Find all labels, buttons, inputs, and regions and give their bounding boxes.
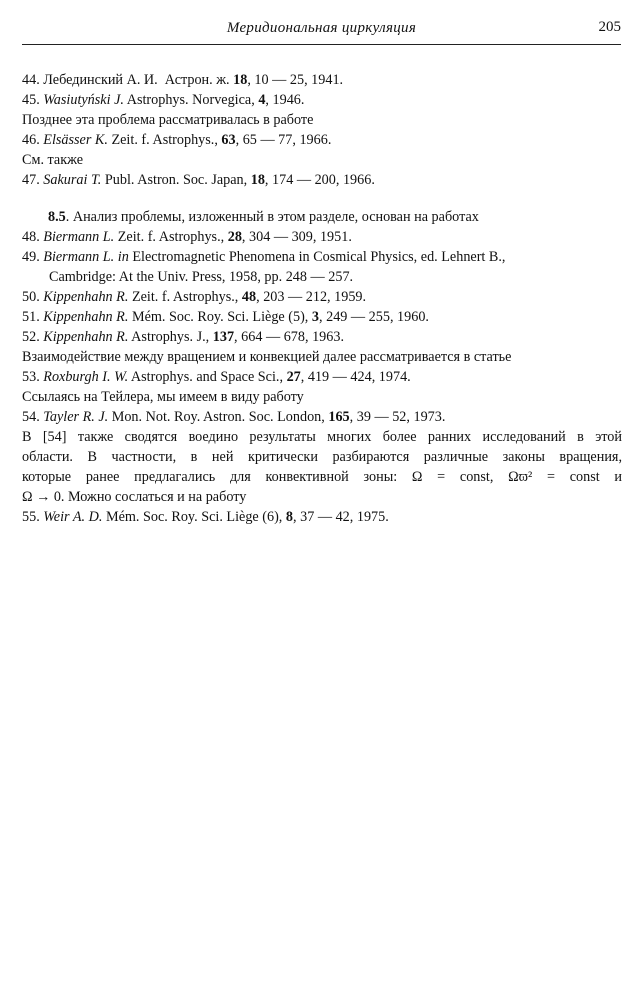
page-number: 205	[598, 19, 621, 35]
ref-number: 47.	[22, 172, 40, 188]
ref-volume: 3	[311, 309, 319, 325]
running-header	[22, 18, 621, 45]
ref-author: Kippenhahn R.	[43, 329, 129, 345]
reference-47	[22, 170, 622, 190]
references-list	[22, 70, 622, 527]
ref-journal: Mém. Soc. Roy. Sci. Liège (6),	[105, 509, 283, 525]
section-number: 8.5	[48, 209, 66, 225]
ref-volume: 137	[212, 329, 235, 345]
reference-49	[22, 247, 622, 267]
ref-journal: Mon. Not. Roy. Astron. Soc. London,	[111, 409, 325, 425]
ref-author: Weir A. D.	[43, 509, 103, 525]
ref-volume: 165	[328, 409, 350, 425]
reference-50	[22, 287, 622, 307]
section-text: . Анализ проблемы, изложенный в этом разделе, основан на работах	[65, 209, 479, 225]
ref-volume: 4	[258, 92, 266, 108]
ref-pages: , 37 — 42, 1975.	[293, 509, 389, 525]
ref-number: 54.	[22, 409, 40, 425]
ref-number: 46.	[22, 132, 40, 148]
paragraph-line: области. В частности, в ней критически разбираются различные законы вращения,	[22, 449, 622, 465]
ref-volume: 18	[250, 172, 265, 188]
ref-author: Elsässer K.	[43, 132, 108, 148]
ref-number: 53.	[22, 369, 40, 385]
ref-pages: , 39 — 52, 1973.	[349, 409, 446, 425]
ref-number: 52.	[22, 329, 40, 345]
ref-journal: Astrophys. J.,	[131, 329, 210, 345]
section-heading	[22, 207, 622, 227]
reference-46	[22, 130, 622, 150]
reference-49-continued: Cambridge: At the Univ. Press, 1958, pp. 248 — 257.	[49, 269, 354, 285]
chapter-title: Меридиональная циркуляция	[226, 20, 417, 36]
ref-pages: , 1946.	[265, 92, 305, 108]
ref-pages: , 664 — 678, 1963.	[234, 329, 344, 345]
section-spacer	[22, 190, 622, 207]
ref-volume: 18	[233, 72, 248, 88]
ref-journal: Астрон. ж.	[164, 72, 230, 88]
ref-pages: , 10 — 25, 1941.	[247, 72, 344, 88]
ref-number: 50.	[22, 289, 40, 305]
ref-journal: Zeit. f. Astrophys.,	[111, 132, 218, 148]
ref-author: Biermann L.	[43, 229, 115, 245]
ref-number: 48.	[22, 229, 40, 245]
note-text: Ссылаясь на Тейлера, мы имеем в виду работу	[22, 389, 304, 405]
ref-journal: Publ. Astron. Soc. Japan,	[104, 172, 248, 188]
ref-author: Wasiutyński J.	[43, 92, 124, 108]
ref-journal: Mém. Soc. Roy. Sci. Liège (5),	[131, 309, 309, 325]
ref-volume: 48	[241, 289, 257, 305]
ref-pages: , 249 — 255, 1960.	[319, 309, 429, 325]
paragraph-line: Ω → 0. Можно сослаться и на работу	[22, 489, 247, 505]
ref-author: Kippenhahn R.	[43, 289, 129, 305]
ref-author: Sakurai T.	[43, 172, 102, 188]
ref-number: 49.	[22, 249, 40, 265]
reference-51	[22, 307, 622, 327]
reference-54	[22, 407, 622, 427]
ref-pages: , 65 — 77, 1966.	[235, 132, 332, 148]
ref-volume: 27	[286, 369, 301, 385]
ref-author: Лебединский А. И.	[43, 72, 158, 88]
note-text: Взаимодействие между вращением и конвекцией далее рассматривается в статье	[22, 349, 512, 365]
ref-journal: Astrophys. Norvegica,	[126, 92, 255, 108]
note-text: Позднее эта проблема рассматривалась в работе	[22, 112, 314, 128]
reference-52	[22, 327, 622, 347]
reference-44	[22, 70, 622, 90]
ref-journal: Zeit. f. Astrophys.,	[117, 229, 225, 245]
ref-title: Electromagnetic Phenomena in Cosmical Physics, ed. Lehnert B.,	[132, 249, 506, 265]
ref-author: Biermann L. in	[43, 249, 129, 265]
ref-pages: , 203 — 212, 1959.	[256, 289, 367, 305]
ref-number: 45.	[22, 92, 40, 108]
ref-number: 44.	[22, 72, 40, 88]
ref-pages: , 304 — 309, 1951.	[241, 229, 352, 245]
ref-author: Tayler R. J.	[43, 409, 109, 425]
reference-45	[22, 90, 622, 110]
ref-author: Kippenhahn R.	[43, 309, 129, 325]
ref-volume: 28	[227, 229, 242, 245]
reference-53	[22, 367, 622, 387]
paragraph-line: которые ранее предлагались для конвективной зоны: Ω = const, Ωϖ² = const и	[22, 469, 622, 485]
ref-pages: , 419 — 424, 1974.	[300, 369, 411, 385]
ref-journal: Astrophys. and Space Sci.,	[130, 369, 284, 385]
ref-pages: , 174 — 200, 1966.	[264, 172, 375, 188]
note-text: См. также	[22, 152, 84, 168]
paragraph-line: В [54] также сводятся воедино результаты многих более ранних исследований в этой	[22, 429, 622, 445]
reference-55	[22, 507, 622, 527]
reference-48	[22, 227, 622, 247]
ref-number: 55.	[22, 509, 40, 525]
ref-volume: 63	[221, 132, 236, 148]
ref-number: 51.	[22, 309, 40, 325]
ref-author: Roxburgh I. W.	[43, 369, 129, 385]
ref-journal: Zeit. f. Astrophys.,	[131, 289, 239, 305]
ref-volume: 8	[285, 509, 293, 525]
